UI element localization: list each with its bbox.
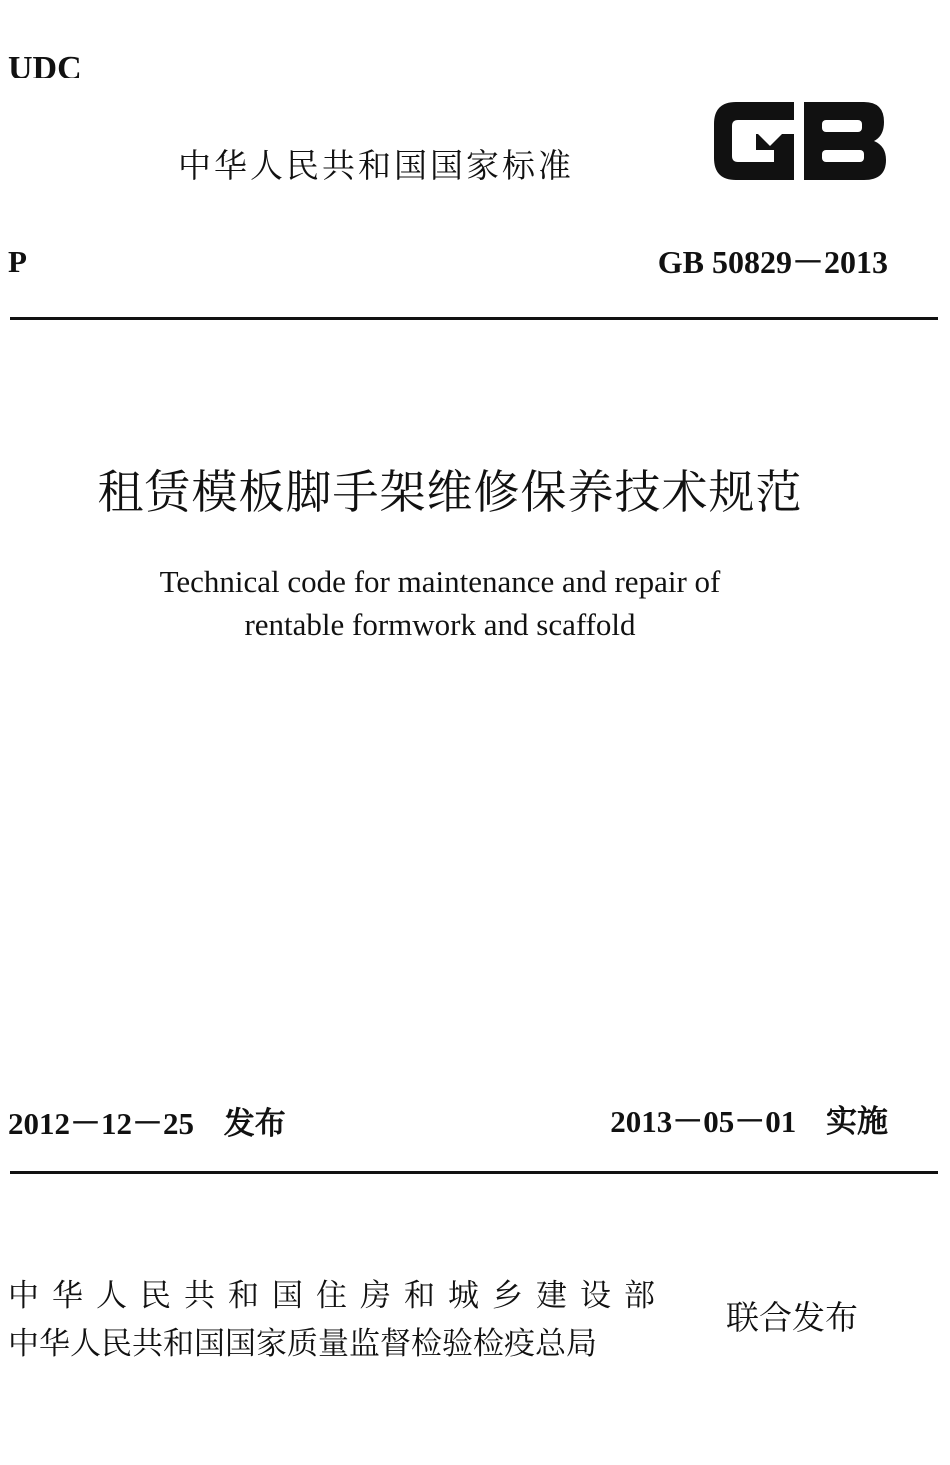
title-english [0, 560, 880, 646]
implement-label: 实施 [826, 1104, 888, 1140]
category-code: P [8, 244, 27, 279]
title-chinese: 租赁模板脚手架维修保养技术规范 [97, 465, 803, 519]
joint-issue-label: 联合发布 [726, 1298, 858, 1337]
title-english-line2: rentable formwork and scaffold [244, 607, 636, 642]
title-english-line1: Technical code for maintenance and repair of [159, 564, 721, 599]
implement-date-block [610, 1102, 888, 1142]
top-divider [10, 317, 938, 320]
issuer-aqsiq: 中华人民共和国国家质量监督检验检疫总局 [8, 1326, 597, 1362]
issue-label: 发布 [223, 1106, 286, 1142]
bottom-divider [10, 1171, 938, 1174]
national-standard-heading: 中华人民共和国国家标准 [178, 146, 574, 185]
issue-date: 2012－12－25 [8, 1106, 194, 1141]
udc-label: UDC [8, 52, 82, 78]
gb-logo [708, 96, 890, 186]
implement-date: 2013－05－01 [610, 1104, 797, 1139]
issue-date-block [8, 1104, 286, 1144]
issuer-ministry-housing: 中华人民共和国住房和城乡建设部 [8, 1278, 668, 1314]
standard-number: GB 50829－2013 [657, 244, 888, 280]
